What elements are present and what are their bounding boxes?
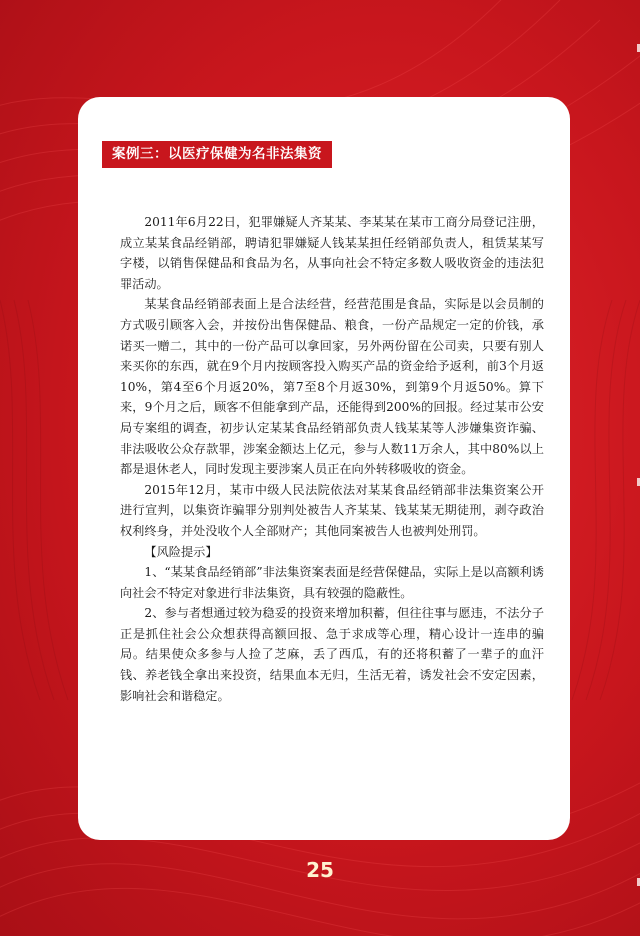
paragraph: 2011年6月22日，犯罪嫌疑人齐某某、李某某在某市工商分局登记注册，成立某某食品经销部，聘请犯罪嫌疑人钱某某担任经销部负责人，租赁某某写字楼，以销售保健品和食品为名，从事向社会不特定多数人吸收资金的违法犯罪活动。 xyxy=(120,215,544,291)
paragraph: 2015年12月，某市中级人民法院依法对某某食品经销部非法集资案公开进行宣判，以集资诈骗罪分别判处被告人齐某某、钱某某无期徒刑，剥夺政治权利终身，并处没收个人全部财产；其他同案被告人也被判处刑罚。 xyxy=(120,482,544,538)
paragraph: 1、“某某食品经销部”非法集资案表面是经营保健品，实际上是以高额利诱向社会不特定对象进行非法集资，具有较强的隐蔽性。 xyxy=(120,565,544,600)
page-number: 25 xyxy=(306,858,334,882)
paragraph: 2、参与者想通过较为稳妥的投资来增加积蓄，但往往事与愿违，不法分子正是抓住社会公众想获得高额回报、急于求成等心理，精心设计一连串的骗局。结果使众多参与人捡了芝麻，丢了西瓜，有的还将积蓄了一辈子的血汗钱、养老钱全拿出来投资，结果血本无归，生活无着，诱发社会不安定因素，影响社会和谐稳定。 xyxy=(120,606,544,703)
content-card xyxy=(78,97,570,840)
article-body xyxy=(120,212,544,706)
case-heading: 案例三：以医疗保健为名非法集资 xyxy=(102,141,332,168)
paragraph: 某某食品经销部表面上是合法经营，经营范围是食品，实际是以会员制的方式吸引顾客入会，并按份出售保健品、粮食，一份产品规定一定的价钱，承诺买一赠二，其中的一份产品可以拿回家，另外两份留在公司卖，只要有别人来买你的东西，就在9个月内按顾客投入购买产品的资金给予返利，前3个月返10%，第4至6个月返20%，第7至8个月返30%，到第9个月返50%。算下来，9个月之后，顾客不但能拿到产品，还能得到200%的回报。经过某市公安局专案组的调查，初步认定某某食品经销部负责人钱某某等人涉嫌集资诈骗、非法吸收公众存款罪，涉案金额达上亿元，参与人数11万余人，其中80%以上都是退休老人，同时发现主要涉案人员正在向外转移吸收的资金。 xyxy=(120,297,544,477)
risk-heading: 【风险提示】 xyxy=(144,544,218,559)
